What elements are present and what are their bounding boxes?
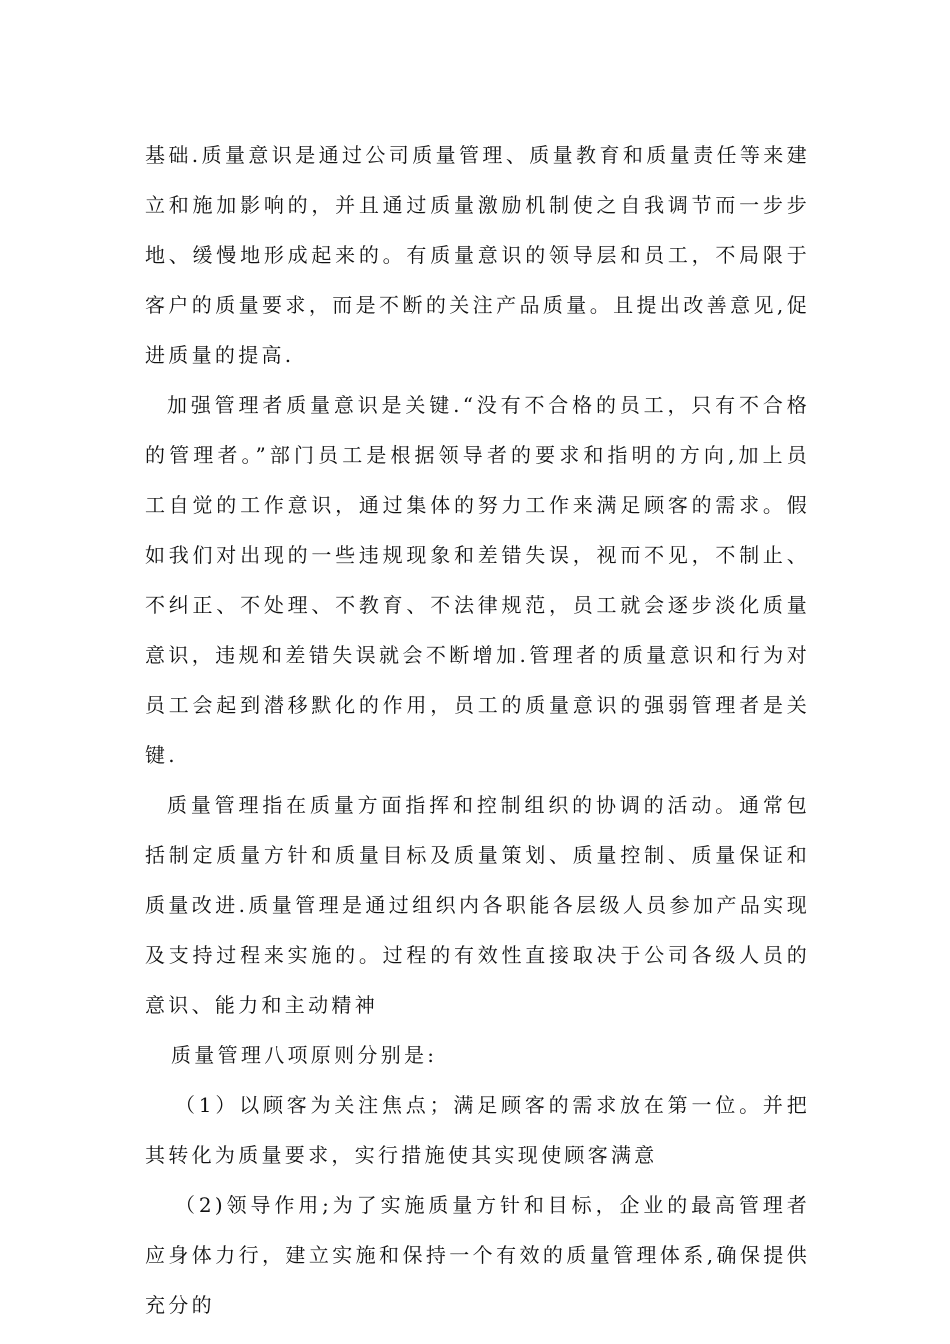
paragraph-quality-management-definition: 质量管理指在质量方面指挥和控制组织的协调的活动。通常包括制定质量方针和质量目标及质量策划、质量控制、质量保证和质量改进.质量管理是通过组织内各职能各层级人员参加产品实现及支持过程来实施的。过程的有效性直接取决于公司各级人员的意识、能力和主动精神: [145, 793, 810, 1017]
document-body: [145, 130, 810, 1330]
paragraph-eight-principles-heading: 质量管理八项原则分别是:: [171, 1043, 438, 1067]
paragraph-principle-1: （1）以顾客为关注焦点；满足顾客的需求放在第一位。并把其转化为质量要求，实行措施使其实现使顾客满意: [145, 1093, 810, 1167]
paragraph-principle-2: （2)领导作用;为了实施质量方针和目标，企业的最高管理者应身体力行，建立实施和保持一个有效的质量管理体系,确保提供充分的: [145, 1193, 810, 1317]
paragraph-manager-awareness: 加强管理者质量意识是关键.“没有不合格的员工，只有不合格的管理者。”部门员工是根据领导者的要求和指明的方向,加上员工自觉的工作意识，通过集体的努力工作来满足顾客的需求。假如我们对出现的一些违规现象和差错失误，视而不见，不制止、不纠正、不处理、不教育、不法律规范，员工就会逐步淡化质量意识，违规和差错失误就会不断增加.管理者的质量意识和行为对员工会起到潜移默化的作用，员工的质量意识的强弱管理者是关键.: [145, 393, 810, 767]
paragraph-quality-awareness: 基础.质量意识是通过公司质量管理、质量教育和质量责任等来建立和施加影响的，并且通过质量激励机制使之自我调节而一步步地、缓慢地形成起来的。有质量意识的领导层和员工，不局限于客户的质量要求，而是不断的关注产品质量。且提出改善意见,促进质量的提高.: [145, 143, 810, 367]
